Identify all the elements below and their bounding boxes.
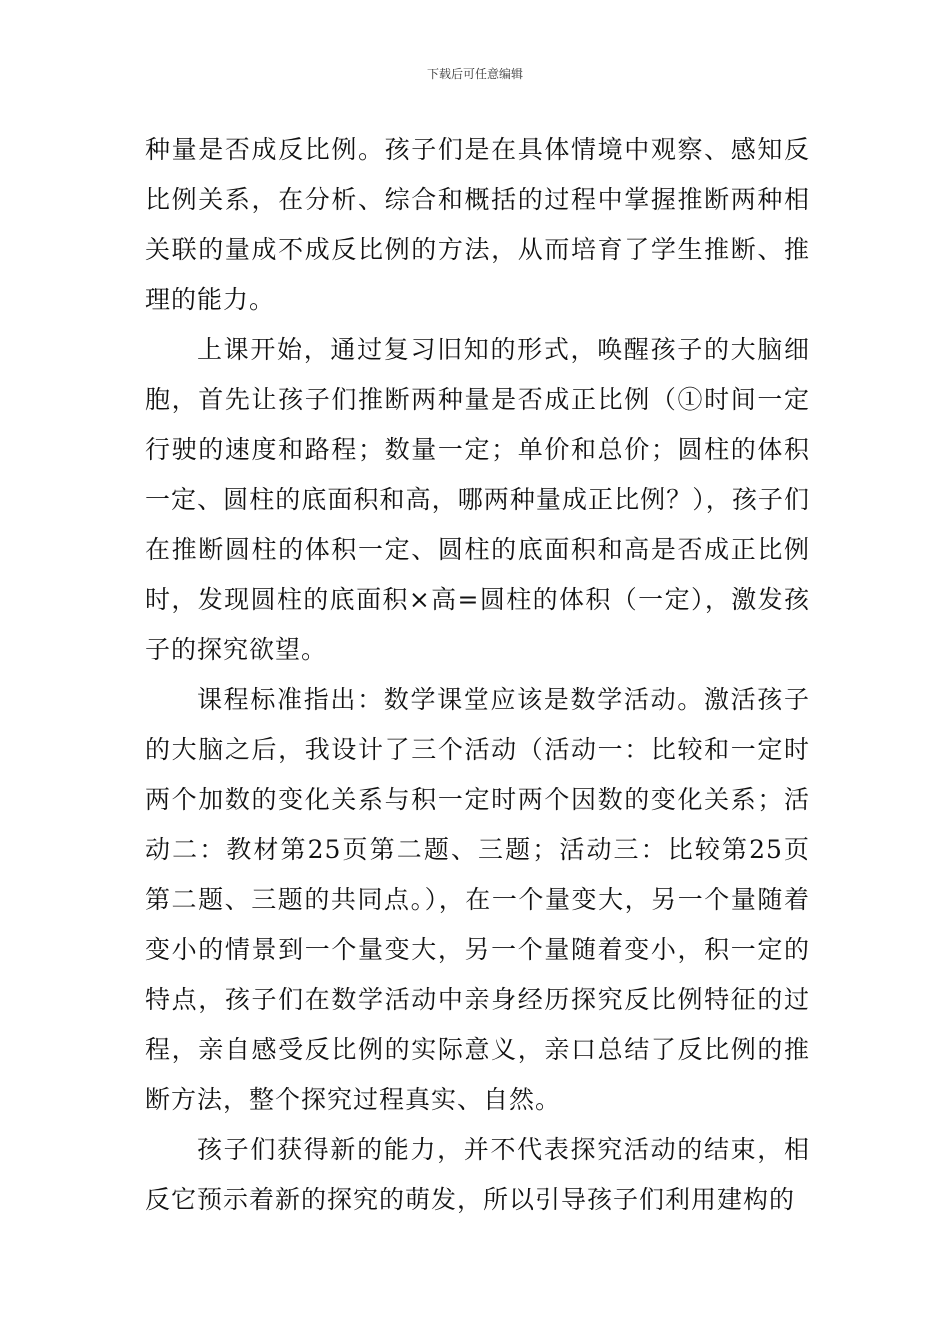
- page-header: 下载后可任意编辑: [426, 67, 523, 81]
- body-text: [145, 125, 810, 1225]
- paragraph-lesson-start: 上课开始，通过复习旧知的形式，唤醒孩子的大脑细胞，首先让孩子们推断两种量是否成正比例（①时间一定行驶的速度和路程；数量一定；单价和总价；圆柱的体积一定、圆柱的底面积和高，哪两种量成正比例？），孩子们在推断圆柱的体积一定、圆柱的底面积和高是否成正比例时，发现圆柱的底面积×高=圆柱的体积（一定），激发孩子的探究欲望。: [145, 335, 810, 664]
- paragraph-continuation: 种量是否成反比例。孩子们是在具体情境中观察、感知反比例关系，在分析、综合和概括的过程中掌握推断两种相关联的量成不成反比例的方法，从而培育了学生推断、推理的能力。: [145, 135, 810, 314]
- paragraph-curriculum-standard: 课程标准指出：数学课堂应该是数学活动。激活孩子的大脑之后，我设计了三个活动（活动一：比较和一定时两个加数的变化关系与积一定时两个因数的变化关系；活动二：教材第25页第二题、三题；活动三：比较第25页第二题、三题的共同点。），在一个量变大，另一个量随着变小的情景到一个量变大，另一个量随着变小，积一定的特点，孩子们在数学活动中亲身经历探究反比例特征的过程，亲自感受反比例的实际意义，亲口总结了反比例的推断方法，整个探究过程真实、自然。: [145, 685, 810, 1114]
- paragraph-new-ability: 孩子们获得新的能力，并不代表探究活动的结束，相反它预示着新的探究的萌发，所以引导孩子们利用建构的: [145, 1135, 810, 1214]
